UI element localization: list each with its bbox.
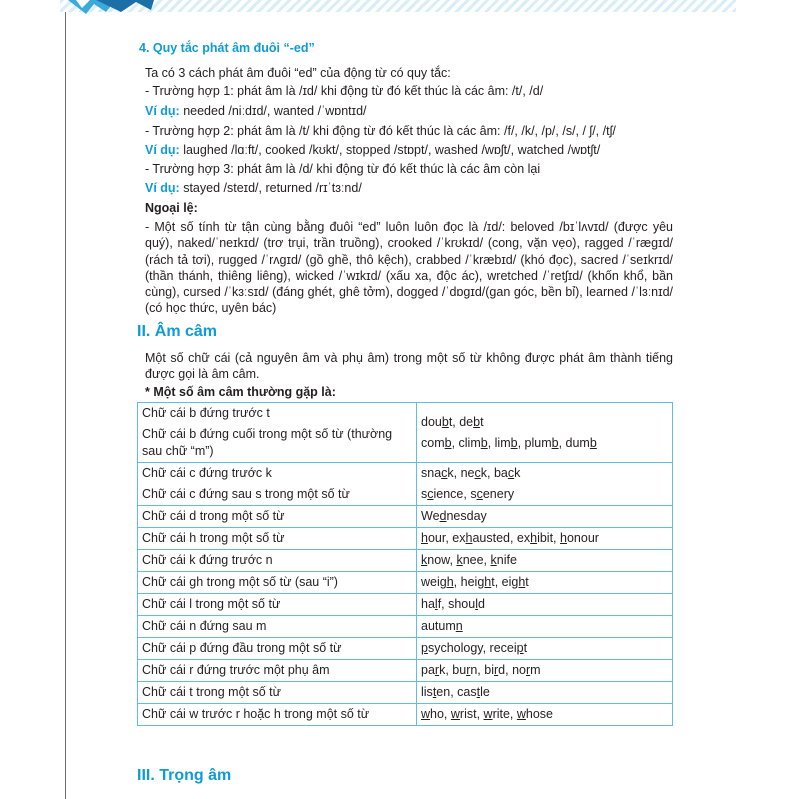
section-4-title: 4. Quy tắc phát âm đuôi “-ed” [139,41,315,55]
word-fragment: le [480,685,490,699]
silent-letter: l [434,597,438,611]
word-fragment: , lim [487,435,511,450]
silent-letter: b [551,435,559,450]
word-fragment: now, [427,553,457,567]
letter-rule-cell [138,594,417,616]
table-row [138,594,673,616]
word-fragment: our, ex [427,531,466,545]
silent-letter: b [589,435,597,450]
rule-text: Chữ cái t trong một số từ [142,685,282,699]
example-words-line [421,486,668,503]
word-fragment: d [478,597,485,611]
word-fragment: k [514,466,521,480]
silent-letter: t [432,685,437,699]
rule-text: Chữ cái c đứng sau s trong một số từ [142,487,350,501]
example-words-line [421,552,668,569]
ed-example-3 [145,180,362,196]
example-words-cell [417,682,673,704]
ed-case-3: - Trường hợp 3: phát âm là /d/ khi động từ đó kết thúc là các âm còn lại [145,162,541,176]
silent-letter: b [473,414,481,429]
silent-letter: c [476,487,483,501]
rule-text: Chữ cái b đứng cuối trong một số từ (thường sau chữ “m”) [142,427,393,458]
silent-letter: h [530,531,538,545]
word-fragment: rist, [459,707,484,721]
example-words-line [421,465,668,482]
word-fragment: autum [421,619,456,633]
silent-letter: w [516,707,526,721]
word-fragment: t, ei [491,575,512,589]
word-fragment: sychology, recei [427,641,517,655]
word-fragment: s [421,487,428,501]
silent-letter: r [466,663,471,677]
rule-text: Chữ cái l trong một số từ [142,597,281,611]
example-label: Ví dụ: [145,143,180,157]
word-fragment: t, de [448,414,474,429]
silent-letter: r [434,663,440,677]
example-words-line [421,618,668,635]
table-row [138,550,673,572]
rule-text: Chữ cái b đứng trước t [142,406,270,420]
table-row [138,572,673,594]
example-label: Ví dụ: [145,181,180,195]
letter-rule-cell [138,463,417,506]
example-1-text: needed /niːdɪd/, wanted /ˈwɒntɪd/ [179,104,367,118]
word-fragment: pa [421,663,435,677]
example-words-line [421,596,668,613]
rule-text: Chữ cái w trước r hoặc h trong một số từ [142,707,370,721]
word-fragment: k, bu [439,663,467,677]
letter-rule-cell [138,682,417,704]
header-decorative-strip [60,0,736,12]
table-row [138,638,673,660]
word-fragment: ience, s [433,487,477,501]
table-title: * Một số âm câm thường gặp là: [145,385,336,399]
word-fragment: hose [525,707,554,721]
word-fragment: , hei [453,575,478,589]
word-fragment: , clim [451,435,481,450]
word-fragment: We [421,509,440,523]
word-fragment: enery [482,487,515,501]
word-fragment: ha [421,597,435,611]
word-fragment: rite, [492,707,517,721]
word-fragment: m [530,663,541,677]
ed-case-2: - Trường hợp 2: phát âm là /t/ khi động từ đó kết thúc là các âm: /f/, /k/, /p/, /s/, / ʃ/, /tʃ/ [145,124,616,138]
letter-rule-cell [138,403,417,463]
ed-example-2 [145,142,600,158]
rule-text: Chữ cái gh trong một số từ (sau “i”) [142,575,338,589]
rule-text: Chữ cái c đứng trước k [142,466,272,480]
word-fragment: t [525,575,529,589]
rule-text: Chữ cái n đứng sau m [142,619,267,633]
silent-letter: c [441,466,448,480]
silent-letter: c [474,466,481,480]
silent-letter: c [507,466,515,480]
silent-letter: n [455,619,463,633]
example-label: Ví dụ: [145,104,180,118]
example-words-cell [417,638,673,660]
silent-letter: d [439,509,447,523]
silent-letter: b [480,435,488,450]
example-words-line [421,530,668,547]
letter-rule-cell [138,660,417,682]
word-fragment: t [523,641,528,655]
silent-letter: l [475,597,478,611]
example-words-cell [417,403,673,463]
example-words-cell [417,506,673,528]
example-words-line [421,435,668,452]
example-words-line [421,662,668,679]
example-words-line [421,574,668,591]
table-row [138,528,673,550]
silent-letter: k [421,553,428,567]
word-fragment: dou [421,414,442,429]
page-margin-rule [65,12,66,799]
silent-letter: w [421,707,431,721]
rule-text: Chữ cái p đứng đầu trong một số từ [142,641,342,655]
example-words-line [421,640,668,657]
word-fragment: f, shou [437,597,476,611]
letter-rule-cell [138,506,417,528]
word-fragment: austed, ex [472,531,531,545]
example-words-line [421,706,668,723]
example-words-cell [417,550,673,572]
example-3-text: stayed /steɪd/, returned /rɪˈtɜːnd/ [179,181,362,195]
example-words-line [421,684,668,701]
example-words-cell [417,463,673,506]
word-fragment: , plum [517,435,552,450]
word-fragment: nesday [446,509,487,523]
example-words-cell [417,704,673,726]
ed-case-1: - Trường hợp 1: phát âm là /ɪd/ khi động từ đó kết thúc là các âm: /t/, /d/ [145,84,544,98]
silent-letter: w [483,707,493,721]
silent-letter: r [525,663,531,677]
letter-rule-cell [138,704,417,726]
header-illustration-icon [66,0,156,14]
silent-letter: c [427,487,434,501]
letter-rule-cell [138,616,417,638]
silent-letter: b [441,414,449,429]
exception-paragraph: - Một số tính từ tận cùng bằng đuôi “ed” luôn luôn đọc là /ɪd/: beloved /bɪˈlʌvɪd/ (được yêu quý), naked/ˈneɪkɪd/ (trơ trụi, trần truồng), crooked /ˈkrʊkɪd/ (cong, vặn vẹo), ragged /ˈræɡɪd/ (rách tả tơi), rugged /ˈrʌɡɪd/ (gồ ghề, thô kệch), crabbed /ˈkræbɪd/ (khó đọc), sacred /ˈseɪkrɪd/ (thần thánh, thiêng liêng), wicked /ˈwɪkɪd/ (xấu xa, độc ác), wretched /ˈretʃɪd/ (khốn khổ, bần cùng), cursed /ˈkɜːsɪd/ (đáng ghét, ghê tởm), dogged /ˈdɒɡɪd/(gan góc, bền bỉ), learned /ˈlɜːnɪd/ (có học thức, uyên bác) [145,220,673,316]
word-fragment: ho, [430,707,451,721]
silent-intro: Một số chữ cái (cả nguyên âm và phụ âm) trong một số từ không được phát âm thành tiếng được gọi là âm câm. [145,351,673,382]
word-fragment: wei [421,575,440,589]
example-words-line [421,414,668,431]
word-fragment: t [480,414,484,429]
word-fragment: , dum [558,435,590,450]
table-row [138,506,673,528]
word-fragment: nee, [462,553,491,567]
table-row [138,616,673,638]
table-row [138,704,673,726]
word-fragment: ibit, [537,531,561,545]
section-3-title: III. Trọng âm [137,767,232,784]
word-fragment: d, no [498,663,526,677]
table-body [138,403,673,726]
example-words-cell [417,572,673,594]
word-fragment: k, ne [447,466,475,480]
silent-letter: k [490,553,497,567]
example-words-cell [417,594,673,616]
rule-text: Chữ cái h trong một số từ [142,531,285,545]
silent-letter: h [560,531,567,545]
example-words-cell [417,528,673,550]
rule-text: Chữ cái r đứng trước một phụ âm [142,663,330,677]
silent-letter: gh [477,575,492,589]
word-fragment: lis [421,685,433,699]
silent-letter: b [444,435,452,450]
silent-letter: gh [439,575,454,589]
silent-letters-table [137,402,673,726]
silent-letter: w [450,707,460,721]
silent-letter: b [510,435,518,450]
letter-rule-cell [138,550,417,572]
ed-example-1 [145,103,367,119]
word-fragment: k, ba [480,466,508,480]
section-2-title: II. Âm câm [137,323,218,340]
word-fragment: n, bi [470,663,494,677]
silent-letter: t [476,685,481,699]
example-words-cell [417,660,673,682]
rule-text: Chữ cái d trong một số từ [142,509,285,523]
silent-letter: h [421,531,428,545]
silent-letter: r [494,663,499,677]
letter-rule-cell [138,572,417,594]
word-fragment: onour [566,531,599,545]
example-words-line [421,508,668,525]
word-fragment: nife [496,553,517,567]
silent-letter: k [456,553,463,567]
exception-title: Ngoại lệ: [145,201,198,215]
word-fragment: sna [421,466,442,480]
example-words-cell [417,616,673,638]
example-2-text: laughed /lɑːft/, cooked /kʊkt/, stopped /stɒpt/, washed /wɒʃt/, watched /wɒtʃt/ [179,143,601,157]
table-row [138,463,673,506]
letter-rule-cell [138,528,417,550]
ed-intro: Ta có 3 cách phát âm đuôi “ed” của động từ có quy tắc: [145,66,451,80]
silent-letter: p [516,641,524,655]
letter-rule-cell [138,638,417,660]
word-fragment: en, cas [436,685,477,699]
table-row [138,660,673,682]
silent-letter: p [421,641,428,655]
silent-letter: h [465,531,473,545]
table-row [138,403,673,463]
table-row [138,682,673,704]
rule-text: Chữ cái k đứng trước n [142,553,273,567]
word-fragment: com [421,435,445,450]
silent-letter: gh [511,575,526,589]
